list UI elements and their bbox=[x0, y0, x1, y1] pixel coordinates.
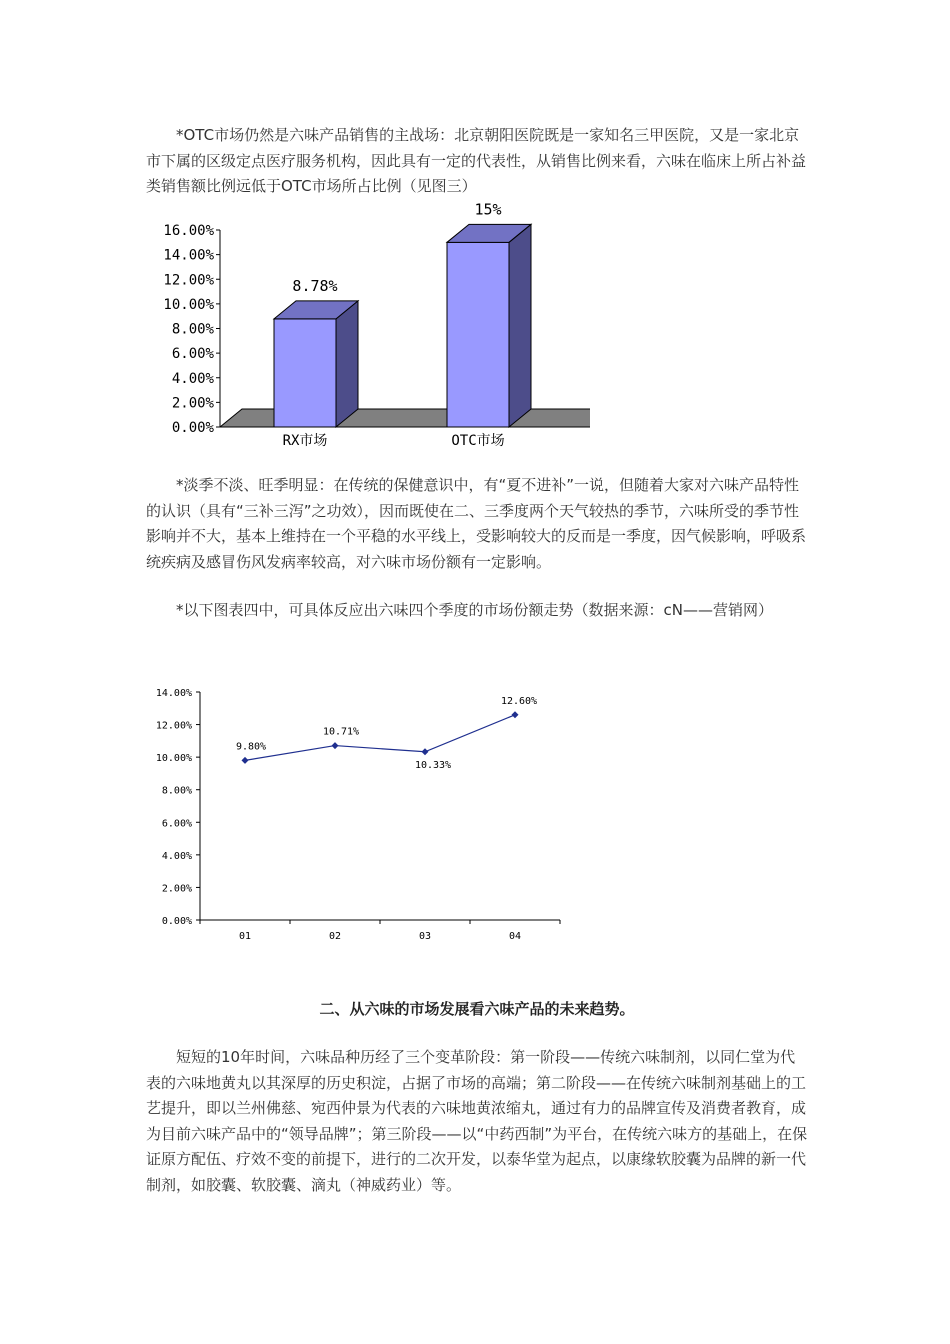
series-line bbox=[245, 715, 515, 761]
y-tick-label: 2.00% bbox=[171, 395, 214, 412]
paragraph-seasonality: *淡季不淡、旺季明显：在传统的保健意识中，有“夏不进补”一说，但随着大家对六味产品特性的认识（具有“三补三泻”之功效），因而既使在二、三季度两个天气较热的季节，六味所受的季节性影响并不大，基本上维持在一个平稳的水平线上，受影响较大的反而是一季度，因气候影响，呼吸系统疾病及感冒伤风发病率较高，对六味市场份额有一定影响。 bbox=[146, 476, 807, 571]
bar-data-label: 8.78% bbox=[292, 276, 338, 295]
y-tick-label: 4.00% bbox=[161, 850, 192, 862]
y-tick-label: 4.00% bbox=[171, 370, 214, 387]
y-tick-label: 6.00% bbox=[171, 346, 214, 363]
data-point-marker bbox=[242, 757, 249, 764]
y-tick-label: 8.00% bbox=[161, 785, 192, 797]
y-tick-label: 16.00% bbox=[163, 223, 214, 239]
y-tick-label: 12.00% bbox=[155, 720, 192, 732]
y-tick-label: 10.00% bbox=[163, 296, 214, 313]
line-chart-figure-4 bbox=[140, 680, 570, 950]
y-tick-label: 14.00% bbox=[155, 688, 192, 699]
bar-front-OTC市场 bbox=[447, 242, 509, 427]
data-point-marker bbox=[512, 711, 519, 718]
paragraph-three-stages: 短短的10年时间，六味品种历经了三个变革阶段：第一阶段——传统六味制剂，以同仁堂为代表的六味地黄丸以其深厚的历史积淀，占据了市场的高端；第二阶段——在传统六味制剂基础上的工艺提升，即以兰州佛慈、宛西仲景为代表的六味地黄浓缩丸，通过有力的品牌宣传及消费者教育，成为目前六味产品中的“领导品牌”；第三阶段——以“中药西制”为平台，在传统六味方的基础上，在保证原方配伍、疗效不变的前提下，进行的二次开发，以泰华堂为起点，以康缘软胶囊为品牌的新一代制剂，如胶囊、软胶囊、滴丸（神威药业）等。 bbox=[146, 1048, 808, 1194]
bar-data-label: 15% bbox=[474, 200, 502, 219]
x-tick-label: 04 bbox=[508, 931, 522, 942]
data-point-marker bbox=[332, 742, 339, 749]
y-tick-label: 0.00% bbox=[161, 916, 192, 927]
line-data-label: 10.71% bbox=[322, 726, 360, 738]
y-tick-label: 6.00% bbox=[161, 818, 192, 830]
paragraph-otc-market: *OTC市场仍然是六味产品销售的主战场：北京朝阳医院既是一家知名三甲医院，又是一家北京市下属的区级定点医疗服务机构，因此具有一定的代表性，从销售比例来看，六味在临床上所占补益类销售额比例远低于OTC市场所占比例（见图三） bbox=[146, 126, 807, 195]
bar-side-RX市场 bbox=[336, 301, 358, 427]
y-tick-label: 2.00% bbox=[161, 883, 192, 895]
x-tick-label: 01 bbox=[238, 931, 252, 942]
x-tick-label: 03 bbox=[418, 931, 432, 942]
data-point-marker bbox=[422, 748, 429, 755]
y-tick-label: 8.00% bbox=[171, 321, 214, 338]
line-data-label: 10.33% bbox=[414, 759, 452, 771]
x-tick-label: OTC市场 bbox=[451, 433, 505, 449]
bar-side-OTC市场 bbox=[509, 224, 531, 427]
section-heading-future-trend: 二、从六味的市场发展看六味产品的未来趋势。 bbox=[319, 1000, 635, 1018]
y-tick-label: 14.00% bbox=[163, 247, 214, 264]
x-tick-label: RX市场 bbox=[282, 433, 328, 449]
x-tick-label: 02 bbox=[328, 931, 342, 942]
line-data-label: 9.80% bbox=[235, 741, 267, 753]
paragraph-chart-four-intro: *以下图表四中，可具体反应出六味四个季度的市场份额走势（数据来源：cN——营销网） bbox=[176, 601, 773, 619]
bar-chart-figure-3 bbox=[140, 200, 590, 455]
y-tick-label: 10.00% bbox=[155, 753, 192, 765]
bar-front-RX市场 bbox=[274, 319, 336, 427]
line-data-label: 12.60% bbox=[500, 695, 538, 707]
y-tick-label: 0.00% bbox=[171, 420, 214, 436]
y-tick-label: 12.00% bbox=[163, 272, 214, 289]
